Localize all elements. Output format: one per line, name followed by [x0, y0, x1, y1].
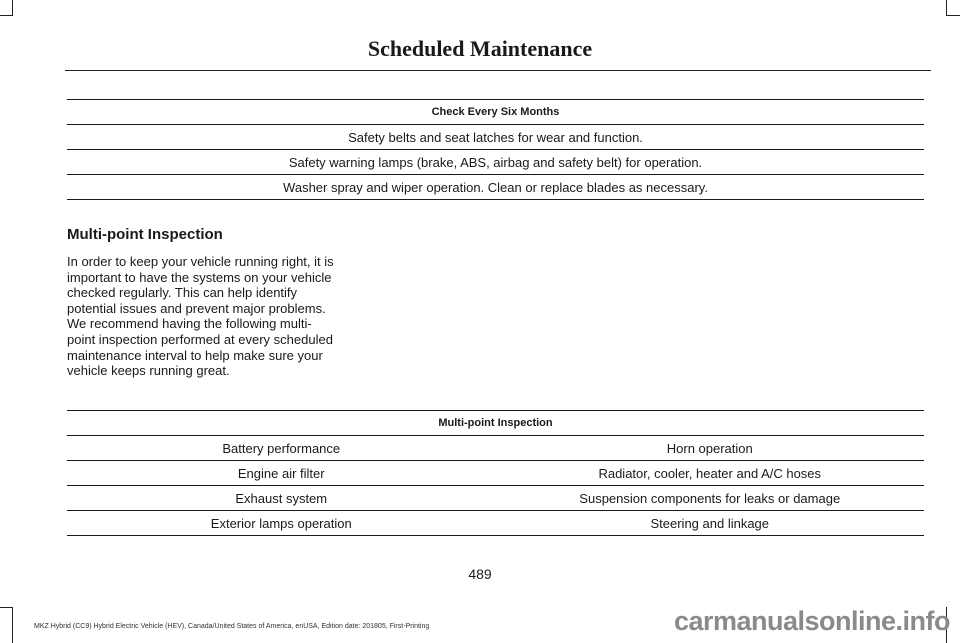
watermark-logo: carmanualsonline.info: [673, 606, 950, 636]
table-cell: Radiator, cooler, heater and A/C hoses: [496, 461, 925, 486]
table-row: [67, 461, 924, 486]
edition-footer: MKZ Hybrid (CC9) Hybrid Electric Vehicle (HEV), Canada/United States of America, enUSA, Edition date: 201805, First-Printing: [34, 623, 430, 630]
table-cell: Exterior lamps operation: [67, 511, 496, 536]
crop-mark-top-right-h: [946, 15, 960, 16]
page-title: Scheduled Maintenance: [367, 36, 593, 61]
table-cell: Safety warning lamps (brake, ABS, airbag and safety belt) for operation.: [67, 150, 924, 175]
page-number: 489: [468, 566, 492, 582]
multipoint-inspection-table: [67, 410, 924, 536]
crop-mark-bottom-left-v: [12, 607, 13, 643]
section-body: In order to keep your vehicle running right, it is important to have the systems on your vehicle checked regularly. This can help identify potential issues and prevent major problems. We recommend having the following multi-point inspection performed at every scheduled maintenance interval to help make sure your vehicle keeps running great.: [67, 254, 334, 379]
table-cell: Battery performance: [67, 436, 496, 461]
table-cell: Suspension components for leaks or damage: [496, 486, 925, 511]
crop-mark-top-right-v: [946, 0, 947, 16]
crop-mark-top-left-h: [0, 15, 13, 16]
table-cell: Engine air filter: [67, 461, 496, 486]
crop-mark-bottom-left-h: [0, 607, 13, 608]
crop-mark-top-left-v: [12, 0, 13, 16]
table-header-row: [67, 100, 924, 125]
six-month-check-table: [67, 99, 924, 200]
section-heading: Multi-point Inspection: [67, 226, 223, 243]
table-row: [67, 486, 924, 511]
table-cell: Washer spray and wiper operation. Clean or replace blades as necessary.: [67, 175, 924, 200]
table-cell: Steering and linkage: [496, 511, 925, 536]
table-row: [67, 436, 924, 461]
table-heading: Check Every Six Months: [67, 100, 924, 125]
title-divider: [65, 70, 931, 71]
table-cell: Exhaust system: [67, 486, 496, 511]
table-row: [67, 150, 924, 175]
table-cell: Safety belts and seat latches for wear and function.: [67, 125, 924, 150]
table-row: [67, 175, 924, 200]
table-heading: Multi-point Inspection: [67, 411, 924, 436]
table-row: [67, 511, 924, 536]
table-header-row: [67, 411, 924, 436]
table-row: [67, 125, 924, 150]
table-cell: Horn operation: [496, 436, 925, 461]
